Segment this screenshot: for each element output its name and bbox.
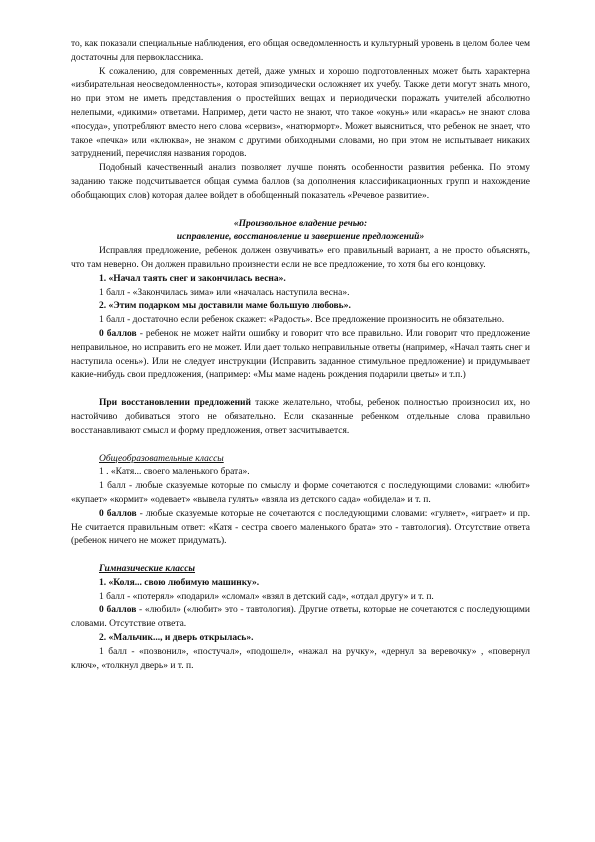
section-title-line1: «Произвольное владение речью: xyxy=(233,218,368,229)
task-2-score: 1 балл - достаточно если ребенок скажет: «Радость». Все предложение произносить не обязательно. xyxy=(99,315,505,326)
task-1: 1. «Начал таять снег и закончилась весна». xyxy=(99,273,286,284)
gymnasium-zero-text: - «любил» («любит» это - тавтология). Другие ответы, которые не сочетаются с последующими словами. Отсутствие ответа. xyxy=(71,605,530,630)
section-title-line2: исправление, восстановление и завершение предложений» xyxy=(176,232,425,243)
general-zero-paragraph xyxy=(71,508,530,549)
spacer xyxy=(71,204,530,218)
spacer xyxy=(71,383,530,397)
general-task: 1 . «Катя... своего маленького брата». xyxy=(99,467,250,478)
general-score-1: 1 балл - любые сказуемые которые по смыслу и форме сочетаются с последующими словами: «любит» «купает» «кормит» «одевает» «вывела гулять» «взяла из детского сада» «обидела» и т. п. xyxy=(71,481,530,505)
document-page xyxy=(71,38,530,673)
paragraph-qualitative-analysis: Подобный качественный анализ позволяет лучше понять особенности развития ребенка. По этому заданию также подсчитывается общая сумма баллов (за дополнения классификационных групп и нахождение обобщающих слов) которая далее войдет в обобщенный показатель «Речевое развитие». xyxy=(71,163,530,201)
spacer xyxy=(71,549,530,563)
restore-paragraph xyxy=(71,397,530,438)
gymnasium-task-1: 1. «Коля... свою любимую машинку». xyxy=(99,577,260,588)
general-zero-text: - любые сказуемые которые не сочетаются с последующими словами: «гуляет», «играет» и пр. Не считается правильным ответ: «Катя - сестра своего маленького брата» это - тавтология). Отсутствие ответа (ребенок ничего не может придумать). xyxy=(71,508,530,547)
zero-score-paragraph xyxy=(71,328,530,383)
zero-score-text: - ребенок не может найти ошибку и говорит что все правильно. Или говорит что предложение неправильное, но исправить его не может. Или дает только неправильные ответы (например, «Начал таять снег и наступила осень»). Или не следует инструкции (Исправить заданное стимульное предложение) и придумывает какие-нибудь свои предложения, (например: «Мы маме надень рождения подарили цветы» и т.п.) xyxy=(71,328,530,381)
section-intro: Исправляя предложение, ребенок должен озвучивать» его правильный вариант, а не просто объяснять, что там неверно. Он должен правильно произнести если не все предложение, то хотя бы его концовку. xyxy=(71,246,530,270)
paragraph-intro-continuation: то, как показали специальные наблюдения, его общая осведомленность и культурный уровень в целом более чем достаточны для первоклассника. xyxy=(71,39,530,63)
zero-score-label: 0 баллов xyxy=(99,328,137,339)
paragraph-selective-ignorance: К сожалению, для современных детей, даже умных и хорошо подготовленных может быть характерна «избирательная неосведомленность», которая эпизодически осложняет их учебу. Также дети могут знать много, но при этом не иметь представления о простейших вещах и периодически поражать учителей абсолютно нелепыми, «дикими» ответами. Например, дети часто не знают, что такое «окунь» или «карась» не знают слова «посуда», употребляют вместо него слова «сервиз», «натюрморт». Может выясниться, что ребенок не знает, что такое «печка» или «клюква», не знаком с другими обиходными словами, но при этом не испытывает никаких затруднений, перечисляя названия городов. xyxy=(71,66,530,160)
gymnasium-zero-paragraph xyxy=(71,604,530,632)
restore-text: также желательно, чтобы, ребенок полностью произносил их, но настойчиво добиваться этого не обязательно. Если сказанные ребенком отдельные слова правильно восстанавливают смысл и форму предложения, ответ засчитывается. xyxy=(71,398,530,436)
general-zero-label: 0 баллов xyxy=(99,508,137,519)
gymnasium-task-2-score: 1 балл - «позвонил», «постучал», «подошел», «нажал на ручку», «дернул за веревочку» , «повернул ключ», «толкнул дверь» и т. п. xyxy=(71,646,530,671)
gymnasium-task-2: 2. «Мальчик..., и дверь открылась». xyxy=(99,633,254,644)
general-classes-heading: Общеобразовательные классы xyxy=(99,453,224,464)
spacer xyxy=(71,439,530,453)
task-1-score: 1 балл - «Закончилась зима» или «началась наступила весна». xyxy=(99,287,350,298)
gymnasium-task-1-score: 1 балл - «потерял» «подарил» «сломал» «взял в детский сад», «отдал другу» и т. п. xyxy=(99,591,434,602)
gymnasium-classes-heading: Гимназические классы xyxy=(99,564,196,575)
restore-lead: При восстановлении предложений xyxy=(99,398,251,409)
gymnasium-zero-label: 0 баллов xyxy=(99,605,137,616)
task-2: 2. «Этим подарком мы доставили маме большую любовь». xyxy=(99,301,351,312)
